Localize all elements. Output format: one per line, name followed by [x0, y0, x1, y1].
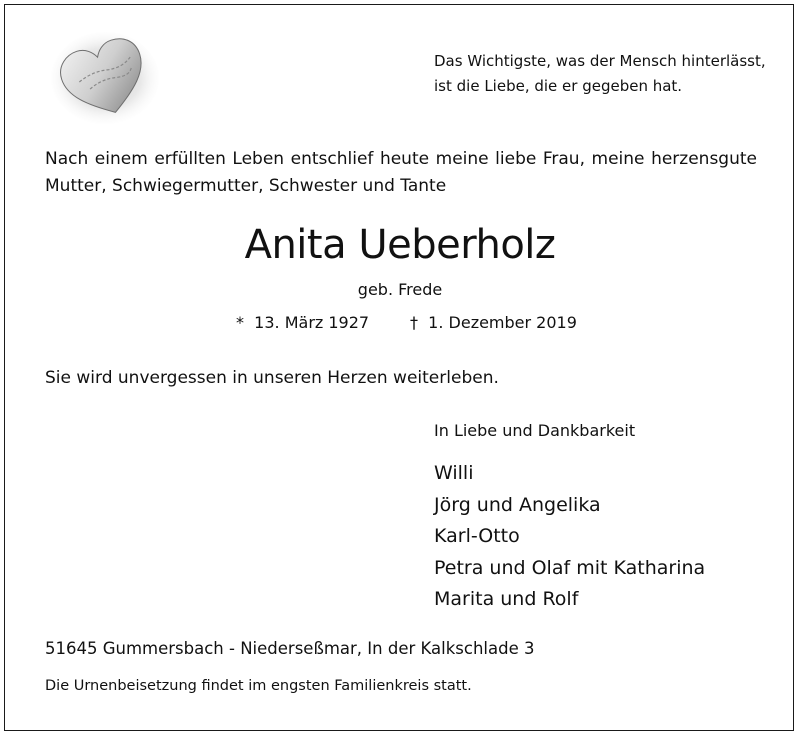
family-address: 51645 Gummersbach - Niederseßmar, In der Kalkschlade 3	[45, 639, 535, 658]
birth-date-text: 13. März 1927	[254, 313, 370, 332]
death-cross-icon: †	[410, 313, 418, 332]
birth-date	[236, 313, 369, 332]
mourner-name: Petra und Olaf mit Katharina	[434, 556, 706, 579]
mourner-name: Willi	[434, 462, 474, 484]
motto-line-1: Das Wichtigste, was der Mensch hinterlässt,	[434, 52, 766, 70]
maiden-name: geb. Frede	[357, 280, 443, 299]
death-date-text: 1. Dezember 2019	[428, 313, 577, 332]
mourner-name: Karl-Otto	[434, 525, 520, 547]
stone-heart-icon	[50, 28, 160, 124]
intro-line-2: Mutter, Schwiegermutter, Schwester und Tante	[45, 176, 447, 196]
burial-note: Die Urnenbeisetzung findet im engsten Familienkreis statt.	[45, 678, 472, 694]
motto-quote	[434, 49, 774, 99]
deceased-name: Anita Ueberholz	[244, 222, 556, 268]
remembrance-line: Sie wird unvergessen in unseren Herzen weiterleben.	[45, 368, 499, 388]
motto-line-2: ist die Liebe, die er gegeben hat.	[434, 77, 683, 95]
intro-line-1: Nach einem erfüllten Leben entschlief heute meine liebe Frau, meine herzensgute	[45, 149, 757, 169]
mourner-name: Marita und Rolf	[434, 588, 579, 610]
mourner-name: Jörg und Angelika	[434, 493, 601, 516]
death-date	[410, 313, 577, 332]
mourners-list	[434, 458, 705, 616]
closing-greeting: In Liebe und Dankbarkeit	[434, 421, 636, 440]
birth-star-icon: *	[236, 313, 244, 332]
intro-paragraph	[45, 146, 757, 200]
